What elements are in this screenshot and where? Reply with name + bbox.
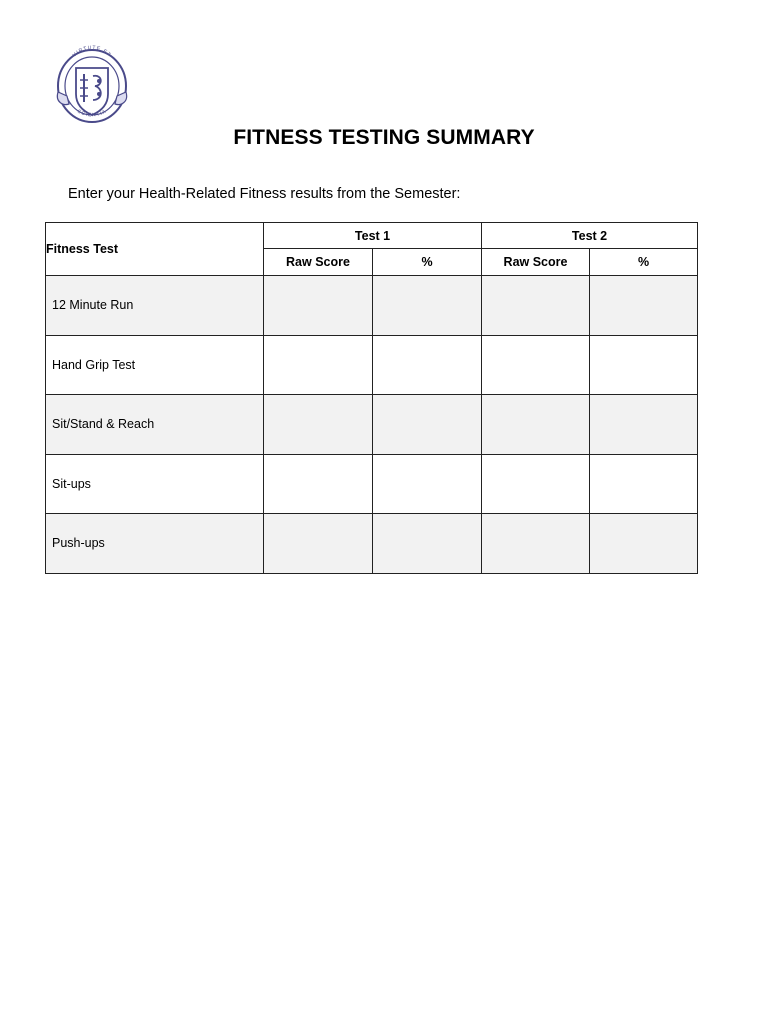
- test1-percent-cell[interactable]: [373, 395, 482, 455]
- row-label-sit-ups: Sit-ups: [46, 454, 264, 514]
- test1-percent-cell[interactable]: [373, 335, 482, 395]
- table-row: [46, 514, 698, 574]
- instructions-text: Enter your Health-Related Fitness results from the Semester:: [68, 186, 461, 202]
- test1-raw-score-cell[interactable]: [264, 454, 373, 514]
- fitness-results-table: [45, 222, 698, 574]
- test2-percent-cell[interactable]: [590, 335, 698, 395]
- test1-raw-score-cell[interactable]: [264, 276, 373, 336]
- test2-raw-score-cell[interactable]: [482, 454, 590, 514]
- test2-percent-cell[interactable]: [590, 514, 698, 574]
- crest-motto-top: VIRTUTE ET: [71, 44, 113, 59]
- test2-percent-cell[interactable]: [590, 276, 698, 336]
- test1-percent-cell[interactable]: [373, 276, 482, 336]
- test2-raw-score-cell[interactable]: [482, 335, 590, 395]
- test1-percent-cell[interactable]: [373, 514, 482, 574]
- table-row: [46, 395, 698, 455]
- test1-raw-score-cell[interactable]: [264, 514, 373, 574]
- column-header-test-1: Test 1: [264, 223, 482, 249]
- subheader-test1-raw-score: Raw Score: [264, 249, 373, 276]
- test2-raw-score-cell[interactable]: [482, 395, 590, 455]
- column-header-fitness-test: Fitness Test: [46, 223, 264, 276]
- subheader-test2-percent: %: [590, 249, 698, 276]
- row-label-push-ups: Push-ups: [46, 514, 264, 574]
- row-label-hand-grip-test: Hand Grip Test: [46, 335, 264, 395]
- test1-percent-cell[interactable]: [373, 454, 482, 514]
- row-label-12-minute-run: 12 Minute Run: [46, 276, 264, 336]
- subheader-test1-percent: %: [373, 249, 482, 276]
- svg-text:VIRTUTE ET: [72, 45, 112, 58]
- subheader-test2-raw-score: Raw Score: [482, 249, 590, 276]
- row-label-sit-stand-reach: Sit/Stand & Reach: [46, 395, 264, 455]
- table-row: [46, 335, 698, 395]
- page-title: FITNESS TESTING SUMMARY: [233, 126, 535, 149]
- test2-raw-score-cell[interactable]: [482, 276, 590, 336]
- test2-percent-cell[interactable]: [590, 395, 698, 455]
- column-header-test-2: Test 2: [482, 223, 698, 249]
- test1-raw-score-cell[interactable]: [264, 335, 373, 395]
- test1-raw-score-cell[interactable]: [264, 395, 373, 455]
- test2-raw-score-cell[interactable]: [482, 514, 590, 574]
- crest-motto-bottom: SCIENTIA: [76, 108, 108, 119]
- school-crest-icon: [55, 44, 129, 124]
- table-row: [46, 276, 698, 336]
- test2-percent-cell[interactable]: [590, 454, 698, 514]
- table-row: [46, 454, 698, 514]
